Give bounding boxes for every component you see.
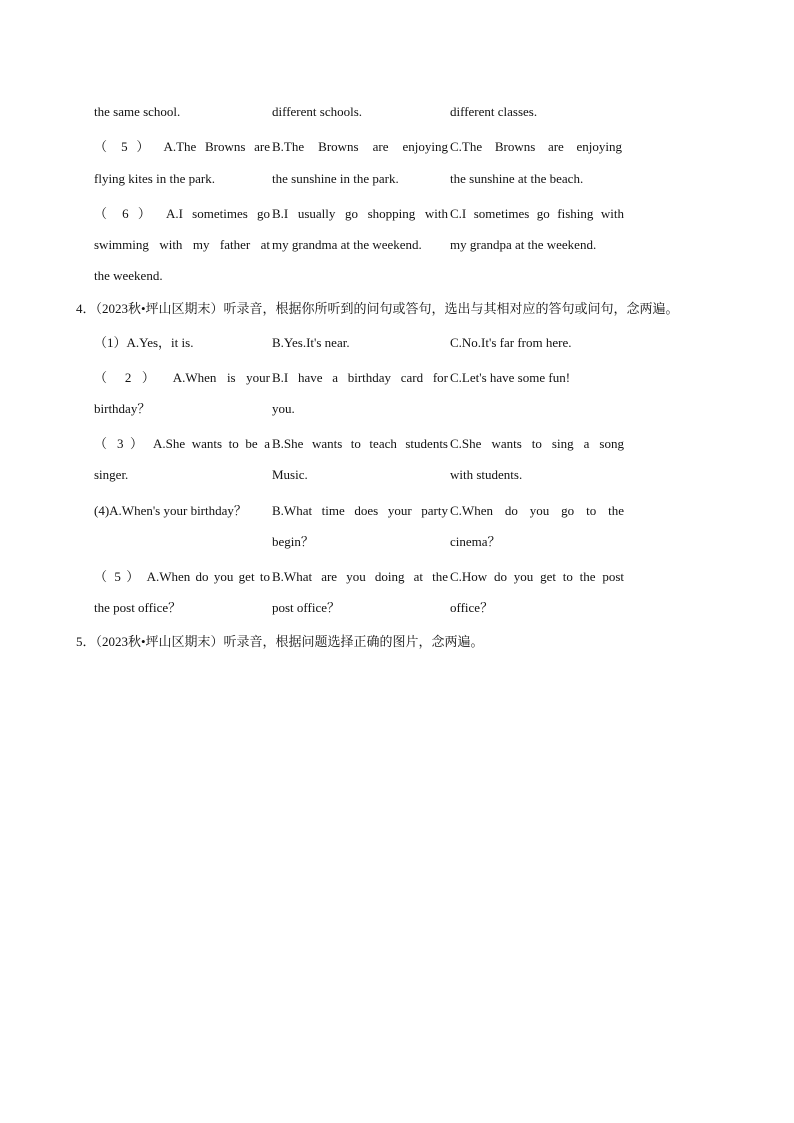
q3-r4-option-b-line2: different schools. xyxy=(272,104,363,119)
q3-r6-option-c: C.I sometimes go fishing with xyxy=(450,206,624,221)
q4-r1-option-c: C.No.It's far from here. xyxy=(450,335,572,350)
q4-r5-option-b-line2: post office？ xyxy=(272,600,340,615)
q3-r6-option-a: （ 6 ） A.I sometimes go xyxy=(94,206,270,221)
q4-r3-option-b-line2: Music. xyxy=(272,467,308,482)
q4-r3-option-a: （ 3 ） A.She wants to be a xyxy=(94,436,270,451)
q4-r4-option-b: B.What time does your party xyxy=(272,503,448,518)
q4-r2-option-a: （ 2 ） A.When is your xyxy=(94,370,270,385)
q4-r3-option-b: B.She wants to teach students xyxy=(272,436,448,451)
q3-r6-option-b-line2: my grandma at the weekend. xyxy=(272,237,422,252)
q3-r4-option-a-line2: the same school. xyxy=(94,104,181,119)
q3-r6-option-a-line2: swimming with my father at xyxy=(94,237,270,252)
q3-r6-option-b: B.I usually go shopping with xyxy=(272,206,448,221)
q4-r5-option-a-line2: the post office？ xyxy=(94,600,182,615)
q3-r5-option-c: C.The Browns are enjoying xyxy=(450,139,622,154)
q3-r4-option-c-line2: different classes. xyxy=(450,104,538,119)
q4-r4-option-b-line2: begin？ xyxy=(272,534,314,549)
q4-r5-option-c: C.How do you get to the post xyxy=(450,569,624,584)
q3-r5-option-a: （ 5 ） A.The Browns are xyxy=(94,139,270,154)
question-4-heading: 4．（2023秋•坪山区期末）听录音，根据你所听到的问句或答句，选出与其相对应的答句或问句，念两遍。 xyxy=(76,301,679,316)
q4-r1-option-b: B.Yes.It's near. xyxy=(272,335,350,350)
q4-r5-option-b: B.What are you doing at the xyxy=(272,569,448,584)
q3-r5-option-c-line2: the sunshine at the beach. xyxy=(450,171,584,186)
q4-r4-option-c-line2: cinema？ xyxy=(450,534,501,549)
q3-r5-option-b: B.The Browns are enjoying xyxy=(272,139,448,154)
q4-r3-option-a-line2: singer. xyxy=(94,467,129,482)
q3-r6-option-a-line3: the weekend. xyxy=(94,268,163,283)
q4-r1-option-a: （1）A.Yes，it is. xyxy=(94,335,194,350)
q4-r2-option-b-line2: you. xyxy=(272,401,295,416)
q4-r2-option-b: B.I have a birthday card for xyxy=(272,370,448,385)
q3-r6-option-c-line2: my grandpa at the weekend. xyxy=(450,237,597,252)
q4-r4-option-a: (4)A.When's your birthday？ xyxy=(94,503,247,518)
q4-r2-option-c: C.Let's have some fun! xyxy=(450,370,571,385)
q4-r4-option-c: C.When do you go to the xyxy=(450,503,624,518)
q4-r3-option-c: C.She wants to sing a song xyxy=(450,436,624,451)
q4-r3-option-c-line2: with students. xyxy=(450,467,523,482)
q4-r2-option-a-line2: birthday？ xyxy=(94,401,151,416)
question-5-heading: 5．（2023秋•坪山区期末）听录音，根据问题选择正确的图片，念两遍。 xyxy=(76,634,484,649)
q3-r5-option-a-line2: flying kites in the park. xyxy=(94,171,215,186)
q4-r5-option-a: （ 5 ） A.When do you get to xyxy=(94,569,270,584)
q3-r5-option-b-line2: the sunshine in the park. xyxy=(272,171,399,186)
q4-r5-option-c-line2: office？ xyxy=(450,600,494,615)
